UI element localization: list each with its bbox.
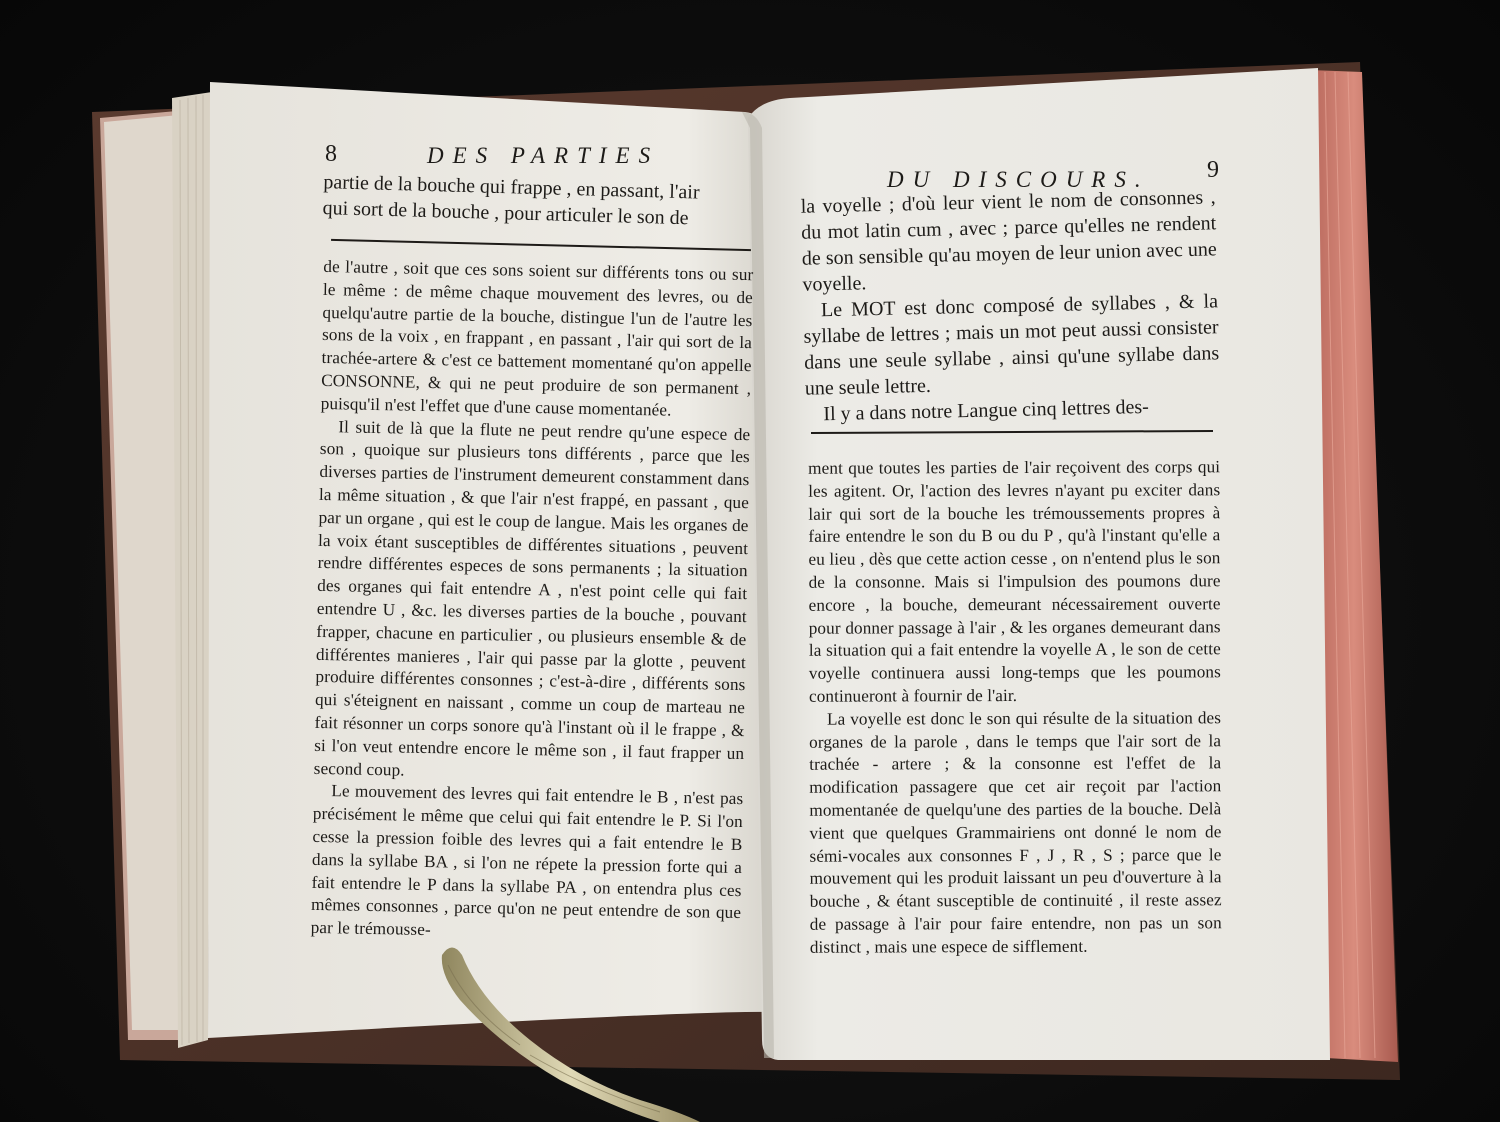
carryover-line-2: qui sort de la bouche , pour articuler le son de — [322, 197, 689, 230]
right-carryover-2: Le MOT est donc composé de syllabes , & la syllabe de lettres ; mais un mot peut aussi consister dans une seule syllabe , ainsi qu'une syllabe dans une seule lettre. — [803, 290, 1220, 400]
carryover-line-1: partie de la bouche qui frappe , en passant, l'air — [323, 171, 700, 204]
left-paragraph-2: Il suit de là que la flute ne peut rendre qu'une espece de son , quoique sur plusieurs tons différents , parce que les diverses parties de l'instrument demeurent constamment dans la même situation , & que l'air n'est frappé, en passant , que par un organe , qui est le coup de langue. Mais les organes de la voix étant susceptibles de différentes situations , peuvent rendre différentes especes de sons permanents ; la situation des organes qui fait entendre A , n'est point celle qui fait entendre U , &c. les diverses parties de la bouche , pouvant frapper, chacune en particulier , ou plusieurs ensemble & de différentes manieres , l'air qui passe par la glotte , peuvent produire différentes consonnes ; c'est-à-dire , différents sons qui s'éteignent en naissant , comme un coup de marteau ne fait résonner un corps sonore qu'à l'instant où il le frappe , & si l'on veut entendre encore le même son , il faut frapper un second coup. — [313, 416, 751, 780]
right-carryover-1: la voyelle ; d'où leur vient le nom de consonnes , du mot latin cum , avec ; parce qu'elles ne rendent de son sensible qu'au moyen de leur union avec une voyelle. — [800, 186, 1218, 296]
left-paragraph-1: de l'autre , soit que ces sons soient sur différents tons ou sur le même : de même chaque mouvement des levres, ou de quelqu'autre partie de la bouche, distingue l'un de l'autre les sons de la voix , en frappant , en passant , l'air qui sort de la trachée-artere & c'est ce battement momentané qu'on appelle CONSONNE, & qui ne peut produire de son permanent , puisqu'il n'est l'effet que d'une cause momentanée. — [320, 256, 754, 420]
left-page-content — [205, 95, 760, 1015]
left-body — [310, 256, 753, 948]
right-body — [808, 456, 1222, 959]
left-page-number: 8 — [325, 141, 337, 167]
left-paragraph-3: Le mouvement des levres qui fait entendre le B , n'est pas précisément le même que celui qui fait entendre le P. Si l'on cesse la pression foible des levres qui a fait entendre le B dans la syllabe BA , si l'on ne répete la pression forte qui a fait entendre le P dans la syllabe PA , on entendra plus ces mêmes consonnes , parce qu'on ne peut entendre de son que par le trémousse- — [310, 781, 744, 940]
right-carryover-3: Il y a dans notre Langue cinq lettres des- — [823, 395, 1150, 426]
right-paragraph-2: La voyelle est donc le son qui résulte de la situation des organes de la parole , dans le temps que l'air sort de la trachée - artere ; & la consonne est l'effet de la modification passagere que cet air reçoit par l'action momentanée de quelqu'une des parties de la bouche. Delà vient que quelques Grammairiens ont donné le nom de sémi-vocales aux consonnes F , J , R , S ; parce que le mouvement qui les produit laissant un peu d'ouverture à la bouche , & étant susceptible de continuité , il reste assez de passage à l'air pour faire entendre, non pas un son distinct , mais une espece de sifflement. — [809, 708, 1222, 957]
left-divider-rule — [331, 239, 751, 251]
left-running-head: DES PARTIES — [427, 143, 660, 168]
right-running-head: DU DISCOURS. — [887, 167, 1150, 192]
right-divider-rule — [811, 430, 1213, 434]
right-page-content — [755, 95, 1315, 1015]
left-carryover — [322, 169, 748, 233]
right-page-number: 9 — [1207, 157, 1219, 183]
right-paragraph-1: ment que toutes les parties de l'air reçoivent des corps qui les agitent. Or, l'action des levres n'ayant pu exciter dans lair qui sort de la bouche les trémoussements propres à faire entendre le son du B ou du P , qu'à l'instant qu'elle a eu lieu , dès que cette action cesse , on n'entend plus le son de la consonne. Mais si l'impulsion des poumons dure encore , la bouche, demeurant nécessairement ouverte pour donner passage à l'air , & les organes demeurant dans la situation qui a fait entendre la voyelle A , le son de cette voyelle continuera aussi long-temps que les poumons continueront à fournir de l'air. — [808, 457, 1221, 706]
right-carryover — [800, 184, 1220, 427]
